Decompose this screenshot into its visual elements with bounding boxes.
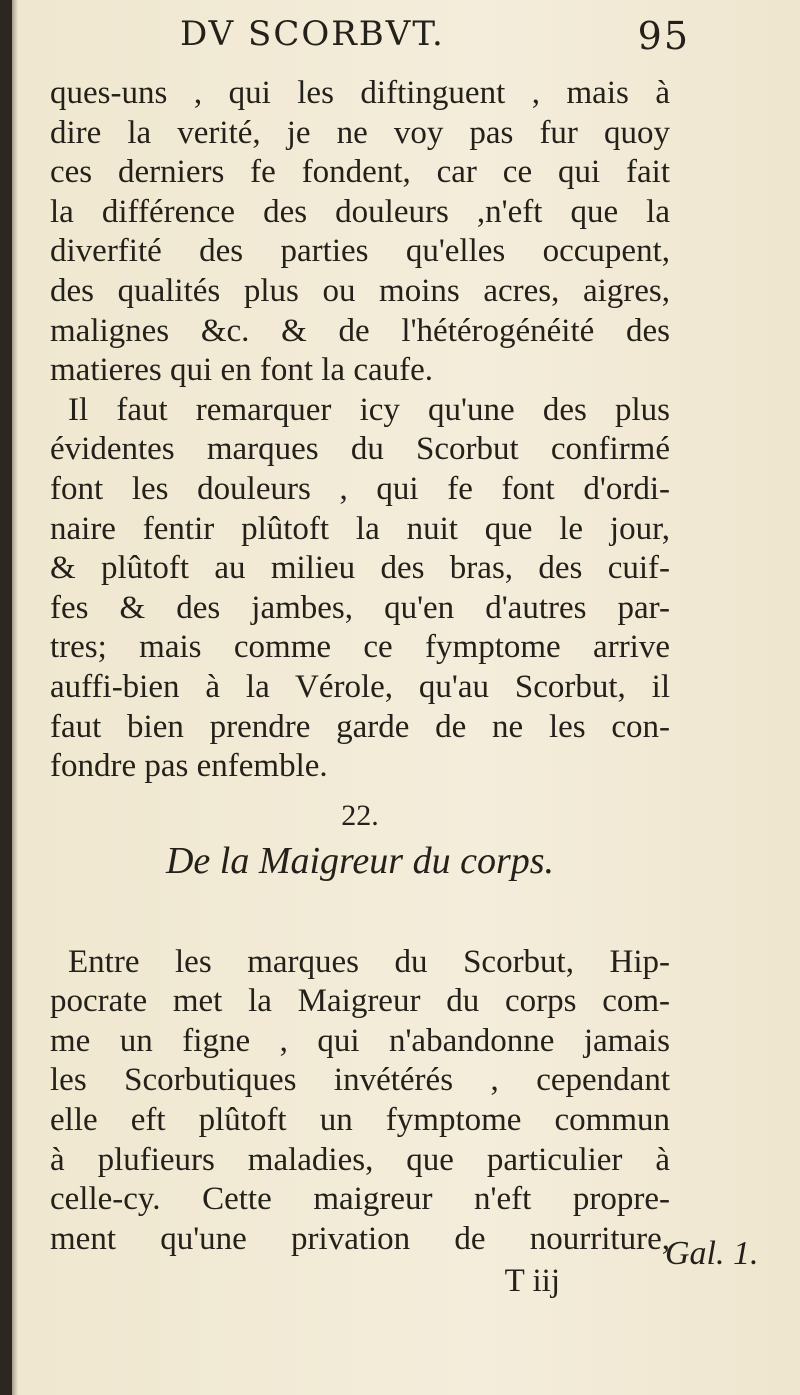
text-line: la différence des douleurs ,n'eft que la [50, 193, 670, 230]
text-line: les Scorbutiques invétérés , cependant [50, 1062, 670, 1099]
text-line: diverfité des parties qu'elles occupent, [50, 233, 670, 270]
page-number: 95 [637, 14, 690, 58]
text-line: faut bien prendre garde de ne les con- [50, 708, 670, 745]
text-line: me un figne , qui n'abandonne jamais [50, 1022, 670, 1059]
text-line: fondre pas enfemble. [50, 748, 328, 785]
text-line: ces derniers fe fondent, car ce qui fait [50, 154, 670, 191]
running-head [50, 14, 690, 74]
binding-edge [0, 0, 12, 1395]
text-line: elle eft plûtoft un fymptome commun [50, 1102, 670, 1139]
text-line: font les douleurs , qui fe font d'ordi- [50, 470, 670, 507]
paragraph-2 [50, 391, 770, 787]
text-line: matieres qui en font la caufe. [50, 352, 433, 389]
text-line: ques-uns , qui les diftinguent , mais à [50, 75, 670, 111]
text-line: celle-cy. Cette maigreur n'eft propre- [50, 1181, 670, 1218]
text-block [50, 14, 770, 1300]
text-line: ment qu'une privation de nourriture, [50, 1220, 670, 1257]
text-line: Il faut remarquer icy qu'une des plus [68, 391, 670, 428]
margin-note: Gal. 1. [665, 1235, 759, 1272]
text-line: naire fentir plûtoft la nuit que le jour, [50, 510, 670, 547]
text-line: dire la verité, je ne voy pas fur quoy [50, 114, 670, 151]
signature-mark: T iij [504, 1263, 560, 1300]
paragraph-1 [50, 74, 770, 391]
running-head-title: DV SCORBVT. [180, 14, 445, 54]
text-line: des qualités plus ou moins acres, aigres, [50, 272, 670, 309]
text-line: Entre les marques du Scorbut, Hip- [68, 943, 670, 980]
text-line: malignes &c. & de l'hétérogénéité des [50, 312, 670, 349]
text-line: & plûtoft au milieu des bras, des cuif- [50, 550, 670, 587]
text-line: à plufieurs maladies, que particulier à [50, 1141, 670, 1178]
text-line: pocrate met la Maigreur du corps com- [50, 983, 670, 1020]
paragraph-3 [50, 943, 770, 1260]
section-title: De la Maigreur du corps. [165, 839, 555, 882]
section-number: 22. [341, 798, 379, 832]
text-line: tres; mais comme ce fymptome arrive [50, 629, 670, 666]
text-line: évidentes marques du Scorbut confirmé [50, 431, 670, 468]
text-line: auffi-bien à la Vérole, qu'au Scorbut, il [50, 668, 670, 705]
text-line: fes & des jambes, qu'en d'autres par- [50, 589, 670, 626]
